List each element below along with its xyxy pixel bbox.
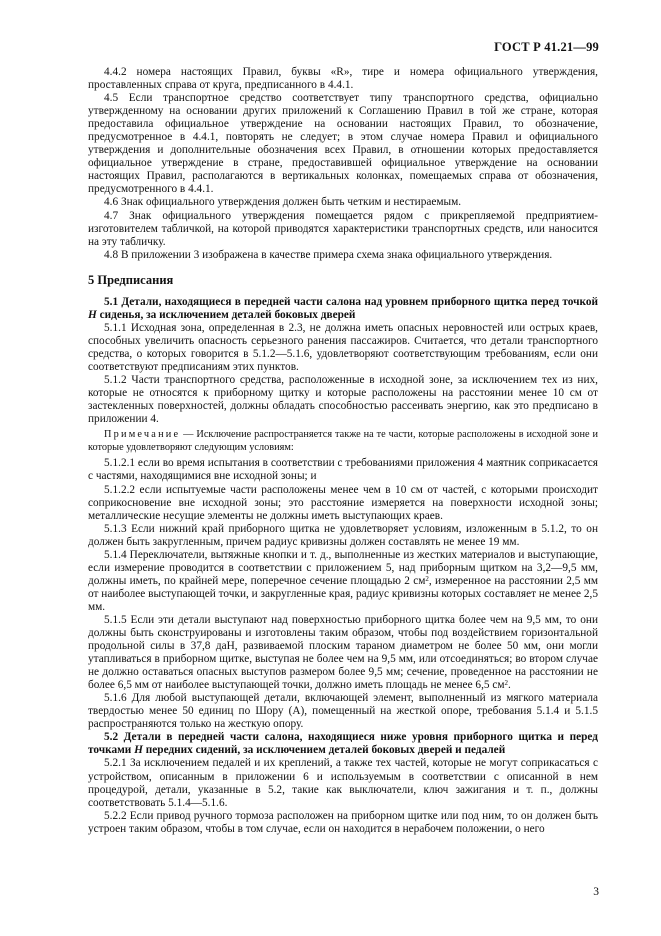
paragraph-5-2-2: 5.2.2 Если привод ручного тормоза расположен на приборном щитке или под ним, то он должен быть устроен таким образом, чтобы в том случае, если он находится в нерабочем положении, о него [88,809,598,835]
paragraph-5-2-1: 5.2.1 За исключением педалей и их креплений, а также тех частей, которые не могут соприкасаться с устройством, описанным в приложении 6 и используемым в соответствии с описанной в нем процедурой, детали, указанные в 5.2, такие как выключатели, ключ зажигания и т. п., должны соответствовать 5.1.4—5.1.6. [88,757,598,809]
paragraph-5-1-4-part-a: 5.1.4 Переключатели, вытяжные кнопки и т. д., выполненные из жестких материалов и выступающие, если измерение проводится в соответствии с приложением 5, над приборным щитком на 3,2—9,5 мм, должны иметь, по крайней мере, поперечное сечение площадью 2 см [88,548,598,587]
section-5-heading: 5 Предписания [88,272,174,287]
paragraph-5-1-4-part-b: , измеренное на расстоянии 2,5 мм от наиболее выступающей точки, и закругленные края, радиус кривизны которых составляет не менее 2,5 мм. [88,574,599,613]
subsection-5-1-heading [88,296,598,322]
paragraph-5-1-5 [88,614,598,692]
paragraph-4-6: 4.6 Знак официального утверждения должен быть четким и нестираемым. [104,196,462,209]
subsection-5-2-heading [88,731,598,757]
document-body [88,66,598,836]
point-h-letter: H [134,744,143,757]
subsection-5-1-heading-part-b: сиденья, за исключением деталей боковых дверей [96,308,356,321]
point-h-letter: H [88,308,97,321]
note-text: — Исключение распространяется также на те части, которые расположены в исходной зоне и которые удовлетворяют следующим условиям: [88,429,598,453]
paragraph-4-7: 4.7 Знак официального утверждения помещается рядом с прикрепляемой предприятием-изготовителем табличкой, на которой приводятся характеристики транспортных средств, или наносится на эту табличку. [88,209,598,248]
paragraph-5-1-5-part-b: . [508,679,511,692]
paragraph-5-1-6: 5.1.6 Для любой выступающей детали, включающей элемент, выполненный из мягкого материала твердостью менее 50 единиц по Шору (А), помещенный на жесткой опоре, требования 5.1.4 и 5.1.5 распространяются только на жесткую опору. [88,692,598,731]
page-number: 3 [593,886,599,898]
superscript: 2 [504,679,509,688]
paragraph-4-4-2: 4.4.2 номера настоящих Правил, буквы «R», тире и номера официального утверждения, проставленных справа от круга, предписанного в 4.4.1. [88,66,598,92]
paragraph-5-1-2-1: 5.1.2.1 если во время испытания в соответствии с требованиями приложения 4 маятник соприкасается с частями, находящимися вне исходной зоны; и [88,457,598,483]
paragraph-4-8: 4.8 В приложении 3 изображена в качестве примера схема знака официального утверждения. [104,248,553,261]
paragraph-5-1-1: 5.1.1 Исходная зона, определенная в 2.3, не должна иметь опасных неровностей или острых краев, способных увеличить опасность серьезного ранения пассажиров. Считается, что детали транспортного средства, о которых говорится в 5.1.2—5.1.6, удовлетворяют соответствующим требованиям, если они соответствуют предписаниям этих пунктов. [88,321,598,373]
paragraph-5-1-4 [88,549,598,614]
document-header-title: ГОСТ Р 41.21—99 [494,40,599,54]
subsection-5-1-heading-part-a: 5.1 Детали, находящиеся в передней части салона над уровнем приборного щитка перед точкой [104,295,598,308]
note [88,429,598,454]
superscript: 2 [425,574,429,583]
paragraph-5-1-3: 5.1.3 Если нижний край приборного щитка не удовлетворяет условиям, изложенным в 5.1.2, то он должен быть закругленным, причем радиус кривизны должен составлять не менее 19 мм. [88,522,598,548]
paragraph-5-1-2-2: 5.1.2.2 если испытуемые части расположены менее чем в 10 см от частей, с которыми происходит соприкосновение вне исходной зоны; это расстояние измеряется на поверхности исходной зоны; металлические несущие элементы не должны иметь выступающих краев. [88,483,598,522]
paragraph-4-5: 4.5 Если транспортное средство соответствует типу транспортного средства, официально утвержденному на основании других приложений к Соглашению Правил в той же стране, которая предоставила официальное утверждение на основании настоящих Правил, то обозначение, предусмотренное в 4.4.1, повторять не следует; в этом случае номера Правил и официального утверждения и дополнительные обозначения всех Правил, в отношении которых предоставляется официальное утверждение в стране, предоставившей официальное утверждение на основании настоящих Правил, располагаются в вертикальных колонках, помещаемых справа от обозначения, предусмотренного в 4.4.1. [88,92,598,196]
subsection-5-2-heading-part-a: 5.2 Детали в передней части салона, находящиеся ниже уровня приборного щитка и перед точками [88,731,598,757]
note-label: Примечание [104,429,181,441]
paragraph-5-1-2: 5.1.2 Части транспортного средства, расположенные в исходной зоне, за исключением тех из них, которые не относятся к приборному щитку и которые расположены на расстоянии менее 10 см от застекленных поверхностей, должны обладать способностью рассеивать энергию, как это предписано в приложении 4. [88,374,598,426]
subsection-5-2-heading-part-b: передних сидений, за исключением деталей боковых дверей и педалей [142,744,506,757]
paragraph-5-1-5-part-a: 5.1.5 Если эти детали выступают над поверхностью приборного щитка более чем на 9,5 мм, то они должны быть сконструированы и изготовлены таким образом, чтобы под воздействием горизонтальной продольной силы в 37,8 даН, развиваемой плоским тараном диаметром не более 50 мм, они могли утапливаться в приборном щитке, выступая не более чем на 9,5 мм, или отсоединяться; во втором случае не должно оставаться опасных выступов размером более 9,5 мм; сечение, проведенное на расстоянии не более 6,5 мм от наиболее выступающей точки, должно иметь площадь не менее 6,5 см [88,613,598,692]
